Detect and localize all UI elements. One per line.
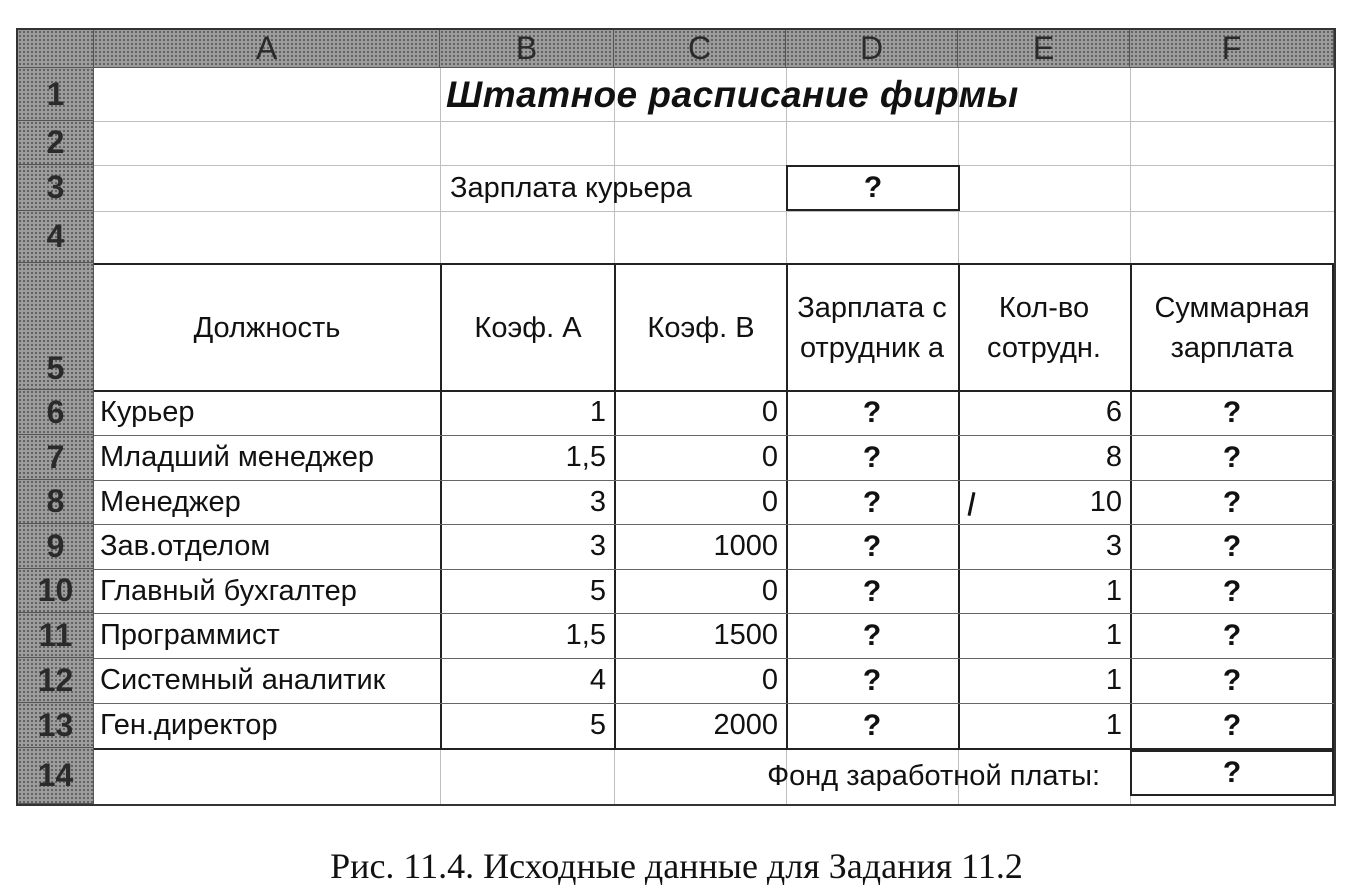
courier-salary-input[interactable]: ? [786, 165, 960, 211]
header-coef-a[interactable]: Коэф. А [474, 311, 582, 344]
row-header-12[interactable]: 12 [18, 658, 94, 703]
row-header-13[interactable]: 13 [18, 703, 94, 748]
total-salary-cell[interactable]: ? [1222, 708, 1242, 742]
column-header-a[interactable]: A [94, 30, 440, 68]
coef-a-cell[interactable]: 3 [589, 486, 606, 518]
courier-salary-label[interactable]: Зарплата курьера [450, 171, 692, 204]
coef-b-cell[interactable]: 0 [761, 575, 778, 607]
row-header-6[interactable]: 6 [18, 390, 94, 435]
row-header-1[interactable]: 1 [18, 68, 94, 121]
position-cell[interactable]: Системный аналитик [100, 664, 386, 696]
select-all-corner[interactable] [18, 30, 94, 68]
employee-count-cell[interactable]: 1 [1105, 664, 1122, 696]
employee-salary-cell[interactable]: ? [862, 574, 882, 608]
employee-salary-cell[interactable]: ? [862, 618, 882, 652]
spreadsheet [16, 28, 1336, 806]
total-salary-cell[interactable]: ? [1222, 574, 1242, 608]
coef-b-cell[interactable]: 0 [761, 664, 778, 696]
figure-caption: Рис. 11.4. Исходные данные для Задания 11.2 [330, 846, 1023, 886]
coef-a-cell[interactable]: 4 [589, 664, 606, 696]
header-employee-salary[interactable]: Зарплата сотрудник а [797, 291, 947, 364]
header-employee-count[interactable]: Кол-во сотрудн. [987, 291, 1101, 364]
column-header-c[interactable]: C [614, 30, 786, 68]
coef-a-cell[interactable]: 1 [589, 396, 606, 428]
row-header-3[interactable]: 3 [18, 165, 94, 211]
coef-a-cell[interactable]: 1,5 [565, 441, 606, 473]
position-cell[interactable]: Зав.отделом [100, 530, 271, 562]
position-cell[interactable]: Младший менеджер [100, 441, 374, 473]
employee-salary-cell[interactable]: ? [862, 395, 882, 429]
payroll-fund-label[interactable]: Фонд заработной платы: [767, 759, 1100, 792]
row-header-9[interactable]: 9 [18, 524, 94, 569]
coef-b-cell[interactable]: 1000 [713, 530, 778, 562]
coef-b-cell[interactable]: 0 [761, 396, 778, 428]
employee-salary-cell[interactable]: ? [862, 529, 882, 563]
coef-a-cell[interactable]: 1,5 [565, 619, 606, 651]
employee-count-cell[interactable]: 1 [1105, 619, 1122, 651]
position-cell[interactable]: Менеджер [100, 486, 241, 518]
coef-b-cell[interactable]: 0 [761, 486, 778, 518]
coef-b-cell[interactable]: 2000 [713, 709, 778, 741]
employee-count-cell[interactable]: 3 [1105, 530, 1122, 562]
coef-a-cell[interactable]: 5 [589, 709, 606, 741]
total-salary-cell[interactable]: ? [1222, 440, 1242, 474]
position-cell[interactable]: Курьер [100, 396, 195, 428]
row-header-5[interactable]: 5 [18, 263, 94, 390]
employee-count-cell[interactable]: 6 [1105, 396, 1122, 428]
total-salary-cell[interactable]: ? [1222, 618, 1242, 652]
employee-salary-cell[interactable]: ? [862, 440, 882, 474]
header-coef-b[interactable]: Коэф. В [647, 311, 755, 344]
gridline [94, 211, 1334, 212]
column-header-d[interactable]: D [786, 30, 958, 68]
payroll-fund-value[interactable]: ? [1130, 750, 1334, 796]
coef-a-cell[interactable]: 3 [589, 530, 606, 562]
coef-b-cell[interactable]: 1500 [713, 619, 778, 651]
employee-count-cell[interactable]: 1 [1105, 709, 1122, 741]
header-position[interactable]: Должность [193, 311, 341, 344]
column-header-b[interactable]: B [440, 30, 614, 68]
employee-count-cell[interactable]: 10 [1089, 486, 1122, 518]
total-salary-cell[interactable]: ? [1222, 395, 1242, 429]
position-cell[interactable]: Программист [100, 619, 280, 651]
row-header-7[interactable]: 7 [18, 435, 94, 480]
total-salary-cell[interactable]: ? [1222, 485, 1242, 519]
row-header-2[interactable]: 2 [18, 121, 94, 165]
total-salary-cell[interactable]: ? [1222, 663, 1242, 697]
sheet-title[interactable]: Штатное расписание фирмы [446, 73, 1019, 115]
employee-salary-cell[interactable]: ? [862, 663, 882, 697]
employee-salary-cell[interactable]: ? [862, 708, 882, 742]
row-header-10[interactable]: 10 [18, 569, 94, 613]
row-header-8[interactable]: 8 [18, 480, 94, 524]
column-header-e[interactable]: E [958, 30, 1130, 68]
row-header-11[interactable]: 11 [18, 613, 94, 658]
employee-count-cell[interactable]: 8 [1105, 441, 1122, 473]
coef-b-cell[interactable]: 0 [761, 441, 778, 473]
position-cell[interactable]: Ген.директор [100, 709, 278, 741]
row-header-14[interactable]: 14 [18, 748, 94, 804]
gridline [94, 121, 1334, 122]
employee-salary-cell[interactable]: ? [862, 485, 882, 519]
row-header-4[interactable]: 4 [18, 211, 94, 263]
position-cell[interactable]: Главный бухгалтер [100, 575, 357, 607]
column-header-f[interactable]: F [1130, 30, 1334, 68]
coef-a-cell[interactable]: 5 [589, 575, 606, 607]
total-salary-cell[interactable]: ? [1222, 529, 1242, 563]
header-total-salary[interactable]: Суммарная зарплата [1154, 291, 1310, 364]
employee-count-cell[interactable]: 1 [1105, 575, 1122, 607]
